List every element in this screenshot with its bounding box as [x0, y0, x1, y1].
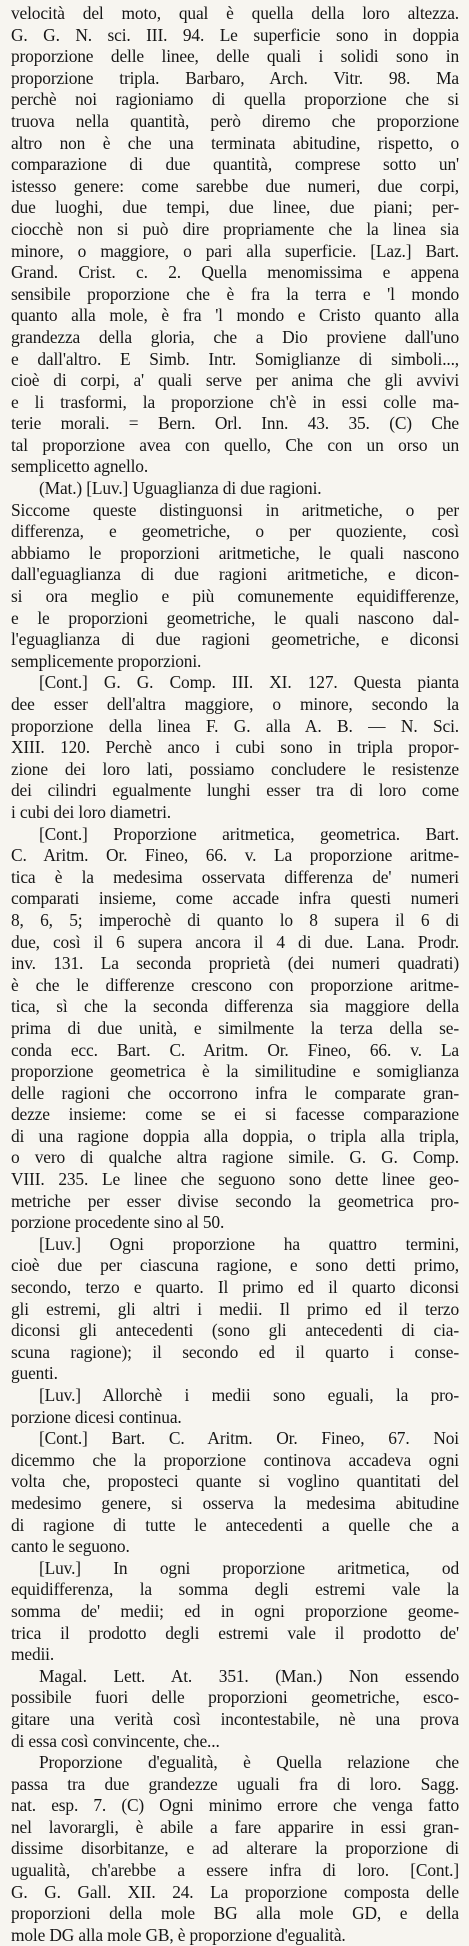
- text-line: equidifferenza, la somma degli estremi vale la: [11, 1579, 459, 1600]
- text-line: [Luv.] In ogni proporzione aritmetica, od: [39, 1557, 459, 1578]
- text-line: [Cont.] G. G. Comp. III. XI. 127. Questa pianta: [39, 672, 459, 693]
- text-line: i cubi dei loro diametri.: [11, 801, 171, 822]
- text-line: VIII. 235. Le linee che seguono sono dette linee geo-: [11, 1169, 459, 1190]
- text-line: [Luv.] Ogni proporzione ha quattro termini,: [39, 1233, 459, 1254]
- text-line: cioè di corpi, a' quali serve per anima che gli avvivi: [11, 370, 459, 391]
- text-line: dee esser dell'altra maggiore, o minore, secondo la: [11, 694, 459, 714]
- text-line: metriche per esser divise secondo la geometrica pro-: [11, 1190, 459, 1211]
- text-line: nat. esp. 7. (C) Ogni minimo errore che venga fatto: [11, 1795, 459, 1816]
- text-line: altro non è che una terminata abitudine, rispetto, o: [11, 132, 459, 153]
- text-line: di essa così convincente, che...: [11, 1730, 220, 1751]
- text-line: perchè noi ragioniamo di quella proporzione che si: [11, 89, 459, 110]
- text-line: canto le seguono.: [11, 1536, 130, 1557]
- text-line: comparazione di due quantità, comprese sotto un': [11, 154, 459, 175]
- text-line: proporzione tripla. Barbaro, Arch. Vitr. 98. Ma: [11, 67, 459, 88]
- text-line: G. G. N. sci. III. 94. Le superficie sono in doppia: [11, 24, 459, 45]
- text-line: prima di due unità, e similmente la terza della se-: [11, 1017, 459, 1038]
- text-line: minore, o maggiore, o pari alla superficie. [Laz.] Bart.: [11, 240, 459, 261]
- text-line: [Cont.] Bart. C. Aritm. Or. Fineo, 67. Noi: [39, 1428, 459, 1449]
- text-line: cioè due per ciascuna ragione, e sono detti primo,: [11, 1255, 459, 1276]
- text-line: guenti.: [11, 1363, 58, 1384]
- text-line: conda ecc. Bart. C. Aritm. Or. Fineo, 66. v. La: [11, 1039, 459, 1060]
- text-line: dicemmo che la proporzione continova accadeva ogni: [11, 1449, 459, 1470]
- text-line: G. G. Gall. XII. 24. La proporzione composta delle: [11, 1881, 459, 1902]
- text-line: e dall'altro. E Simb. Intr. Somiglianze di simboli...,: [11, 348, 459, 369]
- text-line: si ora meglio e più comunemente equidifferenze,: [11, 586, 459, 607]
- text-line: medii.: [11, 1644, 55, 1665]
- text-line: possibile fuori delle proporzioni geometriche, esco-: [11, 1687, 459, 1708]
- text-line: delle ragioni che occorrono infra le comparate gran-: [11, 1082, 459, 1103]
- text-line: velocità del moto, qual è quella della loro altezza.: [11, 3, 459, 23]
- text-line: C. Aritm. Or. Fineo, 66. v. La proporzione aritme-: [11, 845, 459, 866]
- text-line: gli estremi, gli altri i medii. Il primo ed il terzo: [11, 1298, 459, 1319]
- text-line: zione dei loro lati, possiamo concludere le resistenze: [11, 758, 459, 779]
- text-line: passa tra due grandezze uguali fra di loro. Sagg.: [11, 1773, 459, 1794]
- text-line: l'eguaglianza di due ragioni geometriche, e diconsi: [11, 629, 459, 650]
- text-line: grandezza della gloria, che a Dio proviene dall'uno: [11, 326, 459, 347]
- text-line: due, così il 6 supera ancora il 4 di due. Lana. Prodr.: [11, 931, 459, 952]
- text-line: porzione dicesi continua.: [11, 1406, 182, 1427]
- text-line: trica il prodotto degli estremi vale il prodotto de': [11, 1622, 459, 1643]
- text-line: Magal. Lett. At. 351. (Man.) Non essendo: [39, 1665, 459, 1686]
- text-line: dezze insieme: come se ei si facesse comparazione: [11, 1104, 459, 1125]
- text-line: nel lavorargli, è abile a fare apparire in essi gran-: [11, 1816, 459, 1837]
- text-line: truova nella quantità, però diremo che proporzione: [11, 110, 459, 131]
- text-line: o vero di qualche altra ragione simile. G. G. Comp.: [11, 1147, 459, 1168]
- text-line: scuna ragione); il secondo ed il quarto i conse-: [11, 1341, 459, 1362]
- text-line: quanto alla mole, è fra 'l mondo e Cristo quanto alla: [11, 305, 459, 326]
- text-line: dissime disorbitanze, e ad alterare la proporzione di: [11, 1838, 459, 1859]
- text-line: medesimo genere, si osserva la medesima abitudine: [11, 1492, 459, 1513]
- text-line: 8, 6, 5; imperochè di quanto lo 8 supera il 6 di: [11, 909, 459, 930]
- text-line: tica, sì che la seconda differenza sia maggiore della: [11, 996, 459, 1017]
- text-line: proporzione delle linee, delle quali i solidi sono in: [11, 46, 459, 67]
- text-line: proporzione geometrica è la similitudine e somiglianza: [11, 1061, 459, 1082]
- text-line: due luoghi, due tempi, due linee, due piani; per-: [11, 197, 459, 218]
- text-line: istesso genere: come sarebbe due numeri, due corpi,: [11, 175, 459, 196]
- text-line: dei cilindri egualmente lunghi esser tra di loro come: [11, 780, 459, 801]
- text-line: ciocchè non si può dire propriamente che la linea sia: [11, 218, 459, 239]
- text-line: di ragione di tutte le antecedenti a quelle che a: [11, 1514, 459, 1535]
- text-line: secondo, terzo e quarto. Il primo ed il quarto diconsi: [11, 1277, 459, 1298]
- text-line: e le proporzioni geometriche, le quali nascono dal-: [11, 607, 459, 628]
- text-line: comparati insieme, come accade infra questi numeri: [11, 888, 459, 909]
- text-line: semplicemente proporzioni.: [11, 650, 202, 671]
- text-line: sensibile proporzione che è fra la terra e 'l mondo: [11, 283, 459, 304]
- text-line: Siccome queste distinguonsi in aritmetiche, o per: [11, 499, 459, 520]
- text-line: tal proporzione avea con quello, Che con un orso un: [11, 434, 459, 455]
- text-line: di una ragione doppia alla doppia, o tripla alla tripla,: [11, 1125, 459, 1146]
- text-line: proporzioni della mole BG alla mole GD, e della: [11, 1903, 459, 1924]
- text-line: abbiamo le proporzioni aritmetiche, le quali nascono: [11, 542, 459, 563]
- text-line: Grand. Crist. c. 2. Quella menomissima e appena: [11, 262, 459, 283]
- text-line: terie morali. = Bern. Orl. Inn. 43. 35. (C) Che: [11, 413, 459, 434]
- text-line: volta che, proposteci quante si voglino quantitati del: [11, 1471, 459, 1492]
- text-line: mole DG alla mole GB, è proporzione d'egualità.: [11, 1924, 346, 1945]
- text-line: porzione procedente sino al 50.: [11, 1212, 225, 1233]
- text-line: è che le differenze crescono con proporzione aritme-: [11, 974, 459, 995]
- text-line: [Cont.] Proporzione aritmetica, geometrica. Bart.: [39, 823, 459, 844]
- text-line: [Luv.] Allorchè i medii sono eguali, la pro-: [39, 1385, 459, 1405]
- text-line: gitare una verità così incontestabile, nè una prova: [11, 1708, 459, 1729]
- text-line: dall'eguaglianza di due ragioni aritmetiche, e dicon-: [11, 564, 459, 585]
- text-line: XIII. 120. Perchè anco i cubi sono in tripla propor-: [11, 737, 459, 758]
- text-line: diconsi gli antecedenti (sono gli antecedenti di cia-: [11, 1320, 459, 1341]
- text-line: proporzione della linea F. G. alla A. B. — N. Sci.: [11, 715, 459, 736]
- text-line: Proporzione d'egualità, è Quella relazione che: [39, 1752, 459, 1773]
- text-line: differenza, e geometriche, o per quoziente, così: [11, 521, 459, 542]
- text-line: inv. 131. La seconda proprietà (dei numeri quadrati): [11, 953, 459, 974]
- text-line: (Mat.) [Luv.] Uguaglianza di due ragioni.: [39, 478, 322, 499]
- text-line: ugualità, ch'arebbe a essere infra di loro. [Cont.]: [11, 1860, 459, 1881]
- text-line: tica è la medesima osservata differenza de' numeri: [11, 866, 459, 887]
- text-line: e li trasformi, la proporzione ch'è in essi colle ma-: [11, 391, 459, 412]
- text-line: semplicetto agnello.: [11, 456, 149, 477]
- text-line: somma de' medii; ed in ogni proporzione geome-: [11, 1600, 459, 1621]
